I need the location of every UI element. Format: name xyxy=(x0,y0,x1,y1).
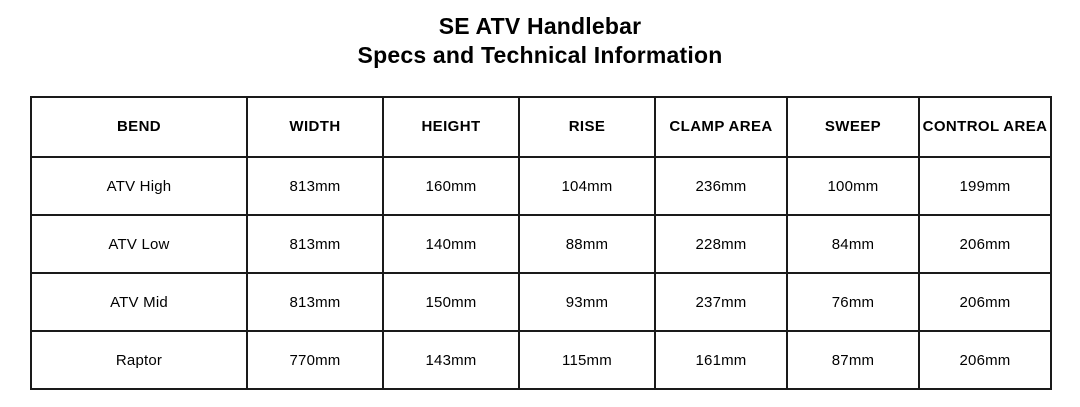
cell-control-area: 199mm xyxy=(919,157,1051,215)
column-header-clamp-area: CLAMP AREA xyxy=(655,97,787,157)
table-row xyxy=(31,331,1051,389)
cell-height: 150mm xyxy=(383,273,519,331)
table-header-row xyxy=(31,97,1051,157)
cell-height: 160mm xyxy=(383,157,519,215)
cell-control-area: 206mm xyxy=(919,215,1051,273)
cell-height: 140mm xyxy=(383,215,519,273)
table-header xyxy=(31,97,1051,157)
column-header-control-area: CONTROL AREA xyxy=(919,97,1051,157)
table-row xyxy=(31,157,1051,215)
table-row xyxy=(31,273,1051,331)
cell-width: 813mm xyxy=(247,215,383,273)
cell-control-area: 206mm xyxy=(919,273,1051,331)
cell-width: 813mm xyxy=(247,157,383,215)
cell-clamp-area: 237mm xyxy=(655,273,787,331)
cell-rise: 93mm xyxy=(519,273,655,331)
cell-width: 813mm xyxy=(247,273,383,331)
table-row xyxy=(31,215,1051,273)
cell-clamp-area: 228mm xyxy=(655,215,787,273)
cell-width: 770mm xyxy=(247,331,383,389)
cell-rise: 104mm xyxy=(519,157,655,215)
cell-rise: 115mm xyxy=(519,331,655,389)
cell-bend: ATV Low xyxy=(31,215,247,273)
specs-table-container xyxy=(30,96,1050,390)
cell-control-area: 206mm xyxy=(919,331,1051,389)
column-header-rise: RISE xyxy=(519,97,655,157)
column-header-width: WIDTH xyxy=(247,97,383,157)
column-header-height: HEIGHT xyxy=(383,97,519,157)
cell-height: 143mm xyxy=(383,331,519,389)
cell-sweep: 87mm xyxy=(787,331,919,389)
page-title xyxy=(0,0,1080,70)
page-title-line-2: Specs and Technical Information xyxy=(357,41,723,68)
cell-bend: Raptor xyxy=(31,331,247,389)
column-header-sweep: SWEEP xyxy=(787,97,919,157)
cell-sweep: 100mm xyxy=(787,157,919,215)
specs-table xyxy=(30,96,1052,390)
cell-bend: ATV High xyxy=(31,157,247,215)
cell-sweep: 76mm xyxy=(787,273,919,331)
cell-clamp-area: 161mm xyxy=(655,331,787,389)
cell-sweep: 84mm xyxy=(787,215,919,273)
cell-bend: ATV Mid xyxy=(31,273,247,331)
table-body xyxy=(31,157,1051,389)
cell-rise: 88mm xyxy=(519,215,655,273)
page-title-line-1: SE ATV Handlebar xyxy=(438,13,642,39)
column-header-bend: BEND xyxy=(31,97,247,157)
cell-clamp-area: 236mm xyxy=(655,157,787,215)
